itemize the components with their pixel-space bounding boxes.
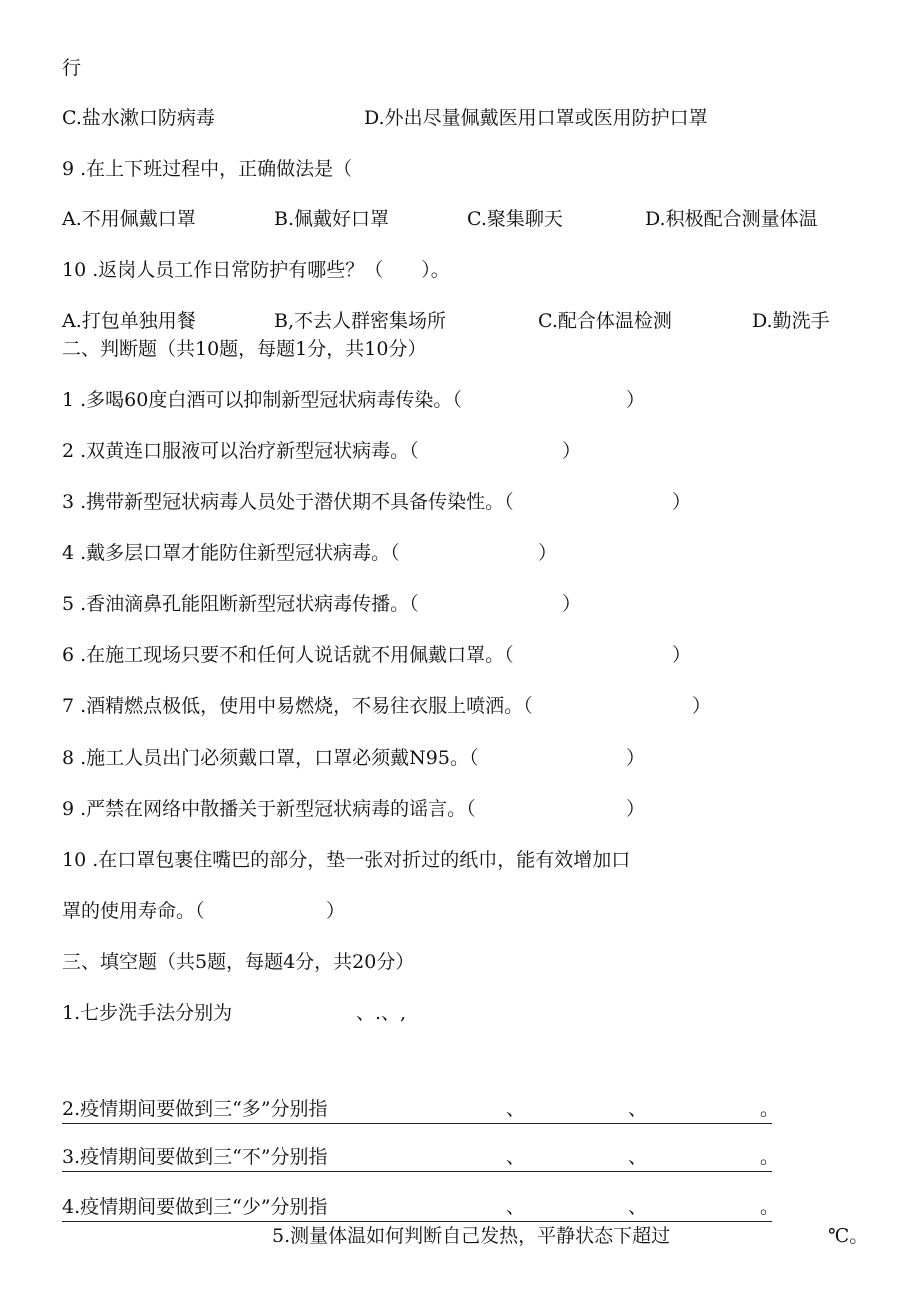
q10-option-b: B,不去人群密集场所 <box>274 310 447 332</box>
tf-item-10-line-2: 罩的使用寿命。（ <box>62 900 205 922</box>
tf-item-7-answer-close: ） <box>692 695 712 717</box>
question-8-tail: 行 <box>62 57 82 79</box>
q9-option-a: A.不用佩戴口罩 <box>62 208 196 230</box>
tf-item-8-answer-close: ） <box>626 747 646 769</box>
q8-option-c: C.盐水漱口防病毒 <box>62 107 215 129</box>
fill-q3-row <box>62 1145 780 1172</box>
tf-item-6: 6 .在施工现场只要不和任何人说话就不用佩戴口罩。（ <box>62 644 514 666</box>
q8-option-d: D.外出尽量佩戴医用口罩或医用防护口罩 <box>364 107 708 129</box>
fill-q3-period: 。 <box>760 1146 780 1168</box>
fill-q2: 2.疫情期间要做到三“多”分别指 <box>62 1098 328 1120</box>
fill-q1: 1.七步洗手法分别为 <box>62 1002 233 1024</box>
tf-item-5-answer-close: ） <box>562 593 582 615</box>
tf-item-3-answer-close: ） <box>672 491 692 513</box>
fill-q5: 5.测量体温如何判断自己发热，平静状态下超过 <box>272 1225 671 1247</box>
fill-q4-row <box>62 1195 780 1222</box>
section-2-title: 二、判断题（共10题，每题1分，共10分） <box>62 338 427 360</box>
fill-q4-period: 。 <box>760 1196 780 1218</box>
fill-q2-row <box>62 1097 780 1124</box>
fill-q5-unit: ℃。 <box>828 1225 869 1247</box>
q9-option-c: C.聚集聊天 <box>467 208 563 230</box>
tf-item-4: 4 .戴多层口罩才能防住新型冠状病毒。（ <box>62 542 400 564</box>
fill-q2-separator-1: 、 <box>506 1098 526 1120</box>
fill-q4-separator-1: 、 <box>506 1196 526 1218</box>
fill-q3-separator-2: 、 <box>628 1146 648 1168</box>
tf-item-5: 5 .香油滴鼻孔能阻断新型冠状病毒传播。（ <box>62 593 419 615</box>
tf-item-6-answer-close: ） <box>672 644 692 666</box>
q10-option-d: D.勤洗手 <box>752 310 830 332</box>
tf-item-7: 7 .酒精燃点极低，使用中易燃烧，不易往衣服上喷洒。（ <box>62 695 533 717</box>
tf-item-1-answer-close: ） <box>626 389 646 411</box>
q10-option-a: A.打包单独用餐 <box>62 310 196 332</box>
tf-item-9-answer-close: ） <box>626 798 646 820</box>
tf-item-4-answer-close: ） <box>538 542 558 564</box>
tf-item-2-answer-close: ） <box>562 440 582 462</box>
tf-item-1: 1 .多喝60度白酒可以抑制新型冠状病毒传染。（ <box>62 389 462 411</box>
fill-q3-separator-1: 、 <box>506 1146 526 1168</box>
q9-option-b: B.佩戴好口罩 <box>274 208 390 230</box>
q10-option-c: C.配合体温检测 <box>538 310 672 332</box>
fill-q1-separators: 、.、, <box>356 1002 407 1024</box>
fill-q2-separator-2: 、 <box>628 1098 648 1120</box>
question-10-stem: 10 .返岗人员工作日常防护有哪些？（ ）。 <box>62 259 450 281</box>
tf-item-10-line-1: 10 .在口罩包裹住嘴巴的部分，垫一张对折过的纸巾，能有效增加口 <box>62 849 631 871</box>
q9-option-d: D.积极配合测量体温 <box>645 208 818 230</box>
question-9-stem: 9 .在上下班过程中，正确做法是（ <box>62 158 353 180</box>
fill-q3: 3.疫情期间要做到三“不”分别指 <box>62 1146 328 1168</box>
tf-item-3: 3 .携带新型冠状病毒人员处于潜伏期不具备传染性。（ <box>62 491 514 513</box>
tf-item-10-answer-close: ） <box>326 900 346 922</box>
tf-item-9: 9 .严禁在网络中散播关于新型冠状病毒的谣言。（ <box>62 798 476 820</box>
tf-item-8: 8 .施工人员出门必须戴口罩，口罩必须戴N95。（ <box>62 747 479 769</box>
fill-q4-separator-2: 、 <box>628 1196 648 1218</box>
fill-q2-period: 。 <box>760 1098 780 1120</box>
tf-item-2: 2 .双黄连口服液可以治疗新型冠状病毒。（ <box>62 440 419 462</box>
fill-q4: 4.疫情期间要做到三“少”分别指 <box>62 1196 328 1218</box>
section-3-title: 三、填空题（共5题，每题4分，共20分） <box>62 951 415 973</box>
